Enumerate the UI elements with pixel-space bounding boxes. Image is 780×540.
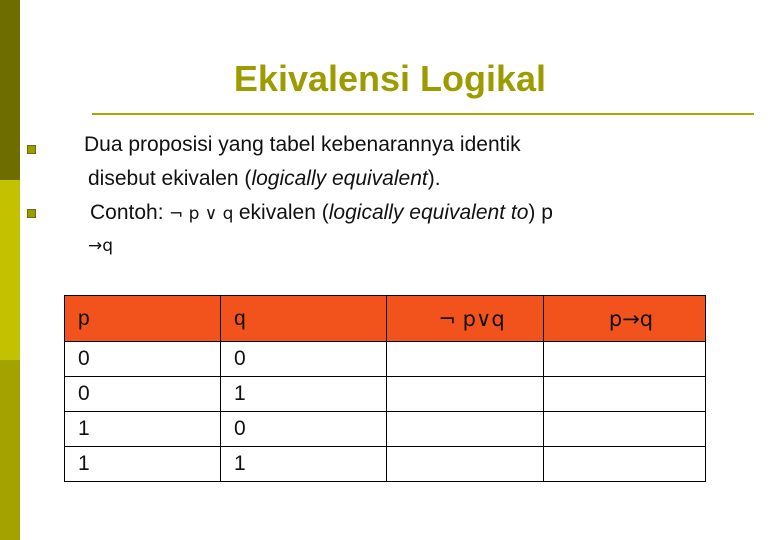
table-row bbox=[65, 377, 706, 412]
sidebar-segment-bottom bbox=[0, 360, 20, 540]
cell bbox=[387, 377, 544, 412]
table-header-row bbox=[65, 296, 706, 342]
italic-term: logically equivalent bbox=[251, 167, 428, 190]
square-bullet-icon bbox=[27, 209, 36, 218]
cell bbox=[544, 412, 706, 447]
table-row bbox=[65, 412, 706, 447]
cell: 0 bbox=[65, 342, 221, 377]
bullet-2-line-2: →q bbox=[88, 236, 114, 256]
cell bbox=[544, 447, 706, 482]
cell: 1 bbox=[65, 447, 221, 482]
table-row bbox=[65, 447, 706, 482]
slide-title: Ekivalensi Logikal bbox=[233, 58, 547, 99]
cell: 0 bbox=[221, 412, 387, 447]
cell bbox=[387, 342, 544, 377]
truth-table bbox=[64, 295, 706, 482]
cell: 1 bbox=[65, 412, 221, 447]
bullet-1-line-2: disebut ekivalen (logically equivalent). bbox=[88, 167, 441, 190]
header-not-p-or-q: ¬ p∨q bbox=[387, 296, 544, 342]
bullet-1-line-1: Dua proposisi yang tabel kebenarannya identik bbox=[84, 133, 521, 156]
cell: 0 bbox=[65, 377, 221, 412]
header-p: p bbox=[65, 296, 221, 342]
logic-expression: ¬ p ∨ q bbox=[163, 204, 239, 224]
square-bullet-icon bbox=[27, 145, 36, 154]
cell: 1 bbox=[221, 447, 387, 482]
cell: 1 bbox=[221, 377, 387, 412]
italic-term: logically equivalent to bbox=[328, 201, 529, 224]
bullet-2-line-1: Contoh: ¬ p ∨ q ekivalen (logically equivalent to) p bbox=[90, 201, 553, 224]
title-underline bbox=[92, 113, 754, 115]
header-p-implies-q: p→q bbox=[544, 296, 706, 342]
header-q: q bbox=[221, 296, 387, 342]
table-row bbox=[65, 342, 706, 377]
cell bbox=[387, 412, 544, 447]
sidebar-segment-middle bbox=[0, 180, 20, 360]
cell: 0 bbox=[221, 342, 387, 377]
cell bbox=[544, 342, 706, 377]
cell bbox=[544, 377, 706, 412]
cell bbox=[387, 447, 544, 482]
